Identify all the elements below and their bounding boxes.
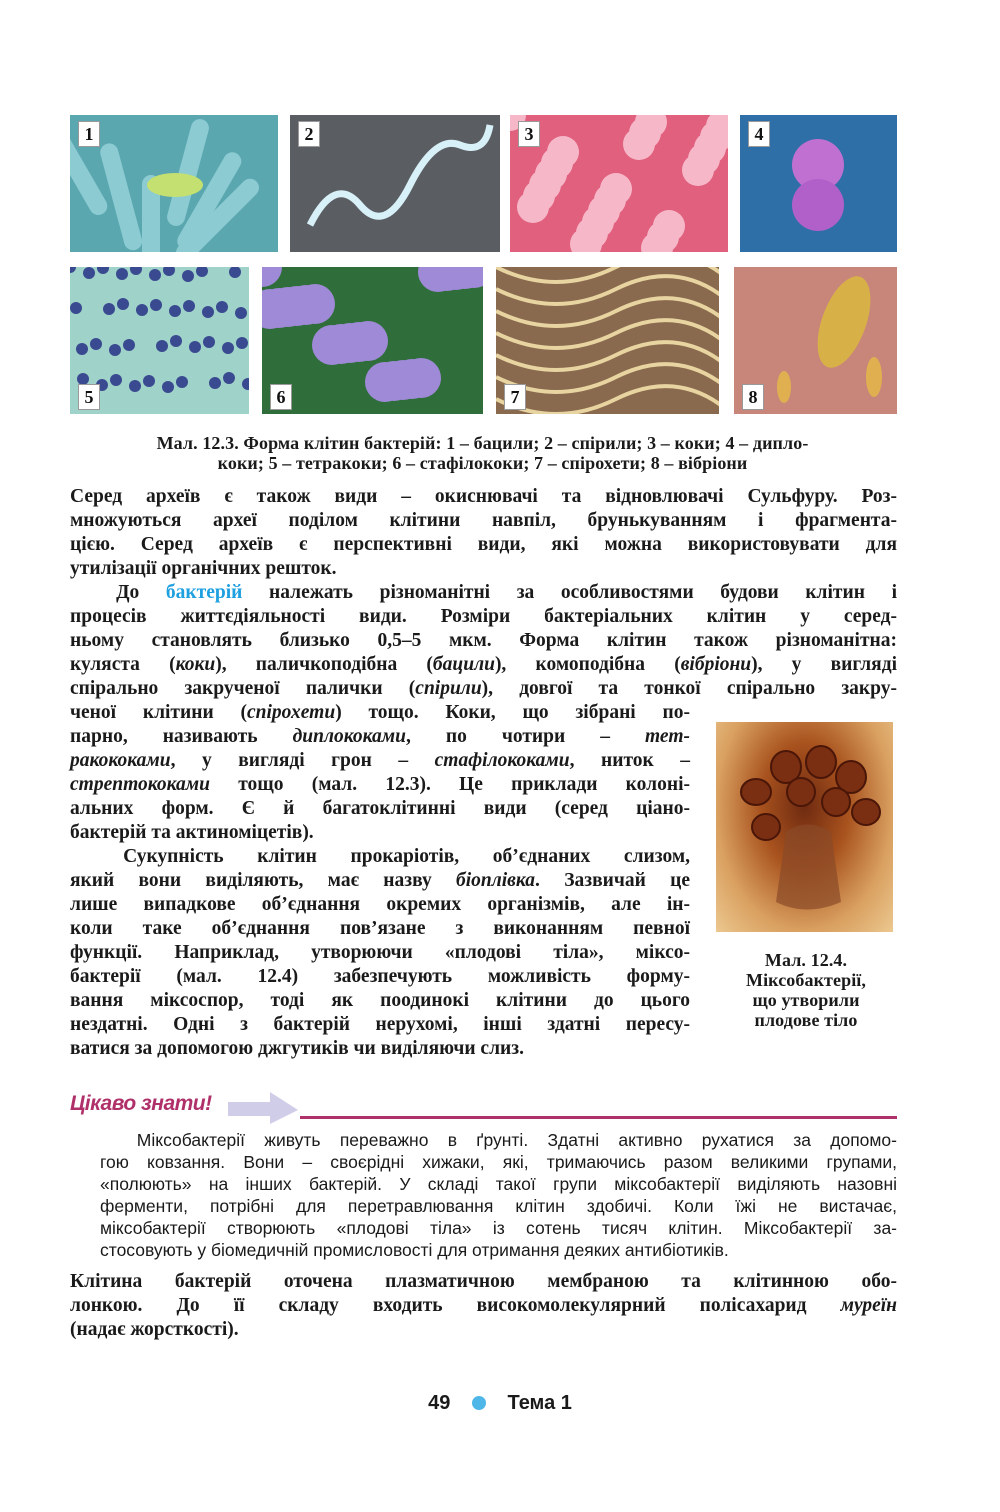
text-line	[100, 1151, 897, 1173]
text-line	[70, 557, 897, 581]
text-span: бактерії (мал. 12.4) забезпечують можливість форму-	[70, 966, 690, 987]
panel-number: 8	[742, 384, 764, 410]
text-line	[100, 1239, 897, 1261]
text-span: бактерій та актиноміцетів).	[70, 822, 314, 843]
text-span: , по чотири –	[405, 726, 646, 747]
text-span: . Зазвичай це	[535, 870, 690, 891]
term-italic: стрептококами	[70, 774, 210, 795]
text-span: міксобактерії створюють «плодові тіла» із сотень тисяч клітин. Міксобактерії за-	[100, 1218, 897, 1238]
text-line	[70, 965, 690, 989]
text-line	[70, 989, 690, 1013]
caption-line: що утворили	[752, 990, 860, 1010]
text-span: Сукупність клітин прокаріотів, об’єднаних слизом,	[70, 846, 690, 867]
text-span: лише випадкове об’єднання окремих організмів, але ін-	[70, 894, 690, 915]
text-line	[70, 653, 897, 677]
term-highlight: бактерій	[165, 582, 243, 603]
page-number: 49	[428, 1392, 451, 1414]
text-span: куляста (	[70, 654, 176, 675]
panel-number: 1	[78, 121, 100, 147]
panel-number: 2	[298, 121, 320, 147]
panel-number: 4	[748, 121, 770, 147]
text-span: (надає жорсткості).	[70, 1319, 239, 1340]
topic-label: Тема 1	[507, 1392, 572, 1414]
text-span: ферменти, потрібні для перетравлювання клітин здобичі. Коли їжі не вистачає,	[100, 1196, 897, 1216]
text-line	[70, 581, 897, 605]
caption-line: Мал. 12.4.	[764, 950, 848, 970]
text-line	[70, 725, 690, 749]
text-span: цією. Серед археїв є перспективні види, які можна використовувати для	[70, 534, 897, 555]
text-line	[70, 869, 690, 893]
text-span: належать різноманітні за особливостями будови клітин і	[242, 582, 897, 603]
page-footer	[0, 1392, 1000, 1415]
caption-line: Міксобактерії,	[745, 970, 867, 990]
text-span: стосовують у біомедичній промисловості для отримання деяких антибіотиків.	[100, 1240, 729, 1260]
text-span: ) тощо. Коки, що зібрані по-	[335, 702, 690, 723]
text-span: парно, називають	[70, 726, 293, 747]
text-span: нездатні. Одні з бактерій нерухомі, інші здатні пересу-	[70, 1014, 690, 1035]
bacteria-photo-3	[510, 115, 728, 252]
text-span: , у вигляді грон –	[170, 750, 435, 771]
text-line	[70, 677, 897, 701]
micrograph	[290, 115, 500, 252]
body-text-wrapped	[70, 701, 690, 1061]
text-span: коли таке об’єднання пов’язане з виконанням певної	[70, 918, 690, 939]
text-line	[70, 1013, 690, 1037]
footer-dot-icon	[472, 1396, 486, 1410]
text-span: Серед археїв є також види – окиснювачі та відновлювачі Сульфуру. Роз-	[70, 486, 897, 507]
text-line	[70, 773, 690, 797]
section-divider	[300, 1116, 897, 1119]
text-span: ), паличкоподібна (	[215, 654, 433, 675]
text-span: ), у вигляді	[751, 654, 897, 675]
term-italic: коки	[175, 654, 216, 675]
text-span: До	[70, 582, 166, 603]
text-span: ватися за допомогою джгутиків чи виділяючи слиз.	[70, 1038, 524, 1059]
panel-number: 5	[78, 384, 100, 410]
micrograph	[510, 115, 728, 252]
text-line	[70, 509, 897, 533]
arrow-icon	[226, 1090, 300, 1126]
term-italic: спірили	[415, 678, 482, 699]
text-line	[100, 1173, 897, 1195]
text-line	[70, 917, 690, 941]
text-span: який вони виділяють, має назву	[70, 870, 456, 891]
myxobacteria-photo	[716, 722, 893, 932]
bacteria-photo-1	[70, 115, 278, 252]
text-span: вання міксоспор, тоді як поодинокі клітини до цього	[70, 990, 690, 1011]
micrograph	[262, 267, 483, 414]
fruiting-body-illustration	[716, 722, 893, 932]
bacteria-photo-4	[740, 115, 897, 252]
text-line	[70, 629, 897, 653]
text-span: функції. Наприклад, утворюючи «плодові тіла», міксо-	[70, 942, 690, 963]
body-text-top	[70, 485, 897, 701]
text-span: тощо (мал. 12.3). Це приклади колоні-	[209, 774, 690, 795]
caption-line: плодове тіло	[754, 1010, 858, 1030]
text-span: Міксобактерії живуть переважно в ґрунті. Здатні активно рухатися за допомо-	[100, 1130, 897, 1150]
text-line	[70, 749, 690, 773]
panel-number: 7	[504, 384, 526, 410]
bacteria-photo-8	[734, 267, 897, 414]
text-span: спірально закрученої палички (	[70, 678, 416, 699]
text-line	[70, 701, 690, 725]
micrograph	[70, 115, 278, 252]
bacteria-photo-5	[70, 267, 249, 414]
bacteria-photo-2	[290, 115, 500, 252]
interesting-title: Цікаво знати!	[70, 1092, 212, 1115]
text-line	[70, 845, 690, 869]
body-text-bottom	[70, 1270, 897, 1342]
text-line	[70, 1270, 897, 1294]
caption-line: Мал. 12.3. Форма клітин бактерій: 1 – бацили; 2 – спірили; 3 – коки; 4 – дипло-	[156, 433, 809, 453]
figure-12-3-caption	[60, 433, 905, 473]
caption-line: коки; 5 – тетракоки; 6 – стафілококи; 7 – спірохети; 8 – вібріони	[217, 453, 748, 473]
term-italic: тет-	[645, 726, 690, 747]
term-italic: бацили	[432, 654, 495, 675]
text-line	[70, 893, 690, 917]
term-italic: ракококами	[70, 750, 171, 771]
text-line	[70, 941, 690, 965]
text-line	[70, 605, 897, 629]
interesting-text	[100, 1129, 897, 1261]
micrograph	[496, 267, 719, 414]
text-span: «полюють» на інших бактерій. У складі такої групи міксобактерії виділяють назовні	[100, 1174, 897, 1194]
panel-number: 3	[518, 121, 540, 147]
text-line	[70, 1294, 897, 1318]
bacteria-photo-7	[496, 267, 719, 414]
text-span: Клітина бактерій оточена плазматичною мембраною та клітинною обо-	[70, 1271, 897, 1292]
term-italic: біоплівка	[456, 870, 536, 891]
text-line	[70, 1037, 690, 1061]
text-span: , ниток –	[569, 750, 691, 771]
text-line	[70, 797, 690, 821]
text-line	[70, 485, 897, 509]
term-italic: стафілококами	[434, 750, 570, 771]
text-line	[100, 1195, 897, 1217]
text-span: альних форм. Є й багатоклітинні види (серед ціано-	[70, 798, 690, 819]
bacteria-photo-6	[262, 267, 483, 414]
term-italic: диплококами	[292, 726, 406, 747]
text-span: процесів життєдіяльності види. Розміри бактеріальних клітин у серед-	[70, 606, 897, 627]
text-span: ньому становлять близько 0,5–5 мкм. Форма клітин також різноманітна:	[70, 630, 897, 651]
text-span: множуються археї поділом клітини навпіл, брунькуванням і фрагмента-	[70, 510, 897, 531]
text-line	[70, 533, 897, 557]
text-span: утилізації органічних решток.	[70, 558, 337, 579]
term-italic: спірохети	[247, 702, 336, 723]
text-span: гою ковзання. Вони – своєрідні хижаки, які, тримаючись разом великими групами,	[100, 1152, 897, 1172]
figure-12-4-caption	[712, 950, 900, 1030]
text-span: ), комоподібна (	[494, 654, 681, 675]
term-italic: муреїн	[840, 1295, 897, 1316]
text-span: ), довгої та тонкої спірально закру-	[481, 678, 897, 699]
term-italic: вібріони	[680, 654, 752, 675]
panel-number: 6	[270, 384, 292, 410]
text-span: лонкою. До її складу входить високомолекулярний полісахарид	[70, 1295, 841, 1316]
text-span: ченої клітини (	[70, 702, 247, 723]
text-line	[70, 1318, 897, 1342]
text-line	[100, 1129, 897, 1151]
text-line	[70, 821, 690, 845]
text-line	[100, 1217, 897, 1239]
